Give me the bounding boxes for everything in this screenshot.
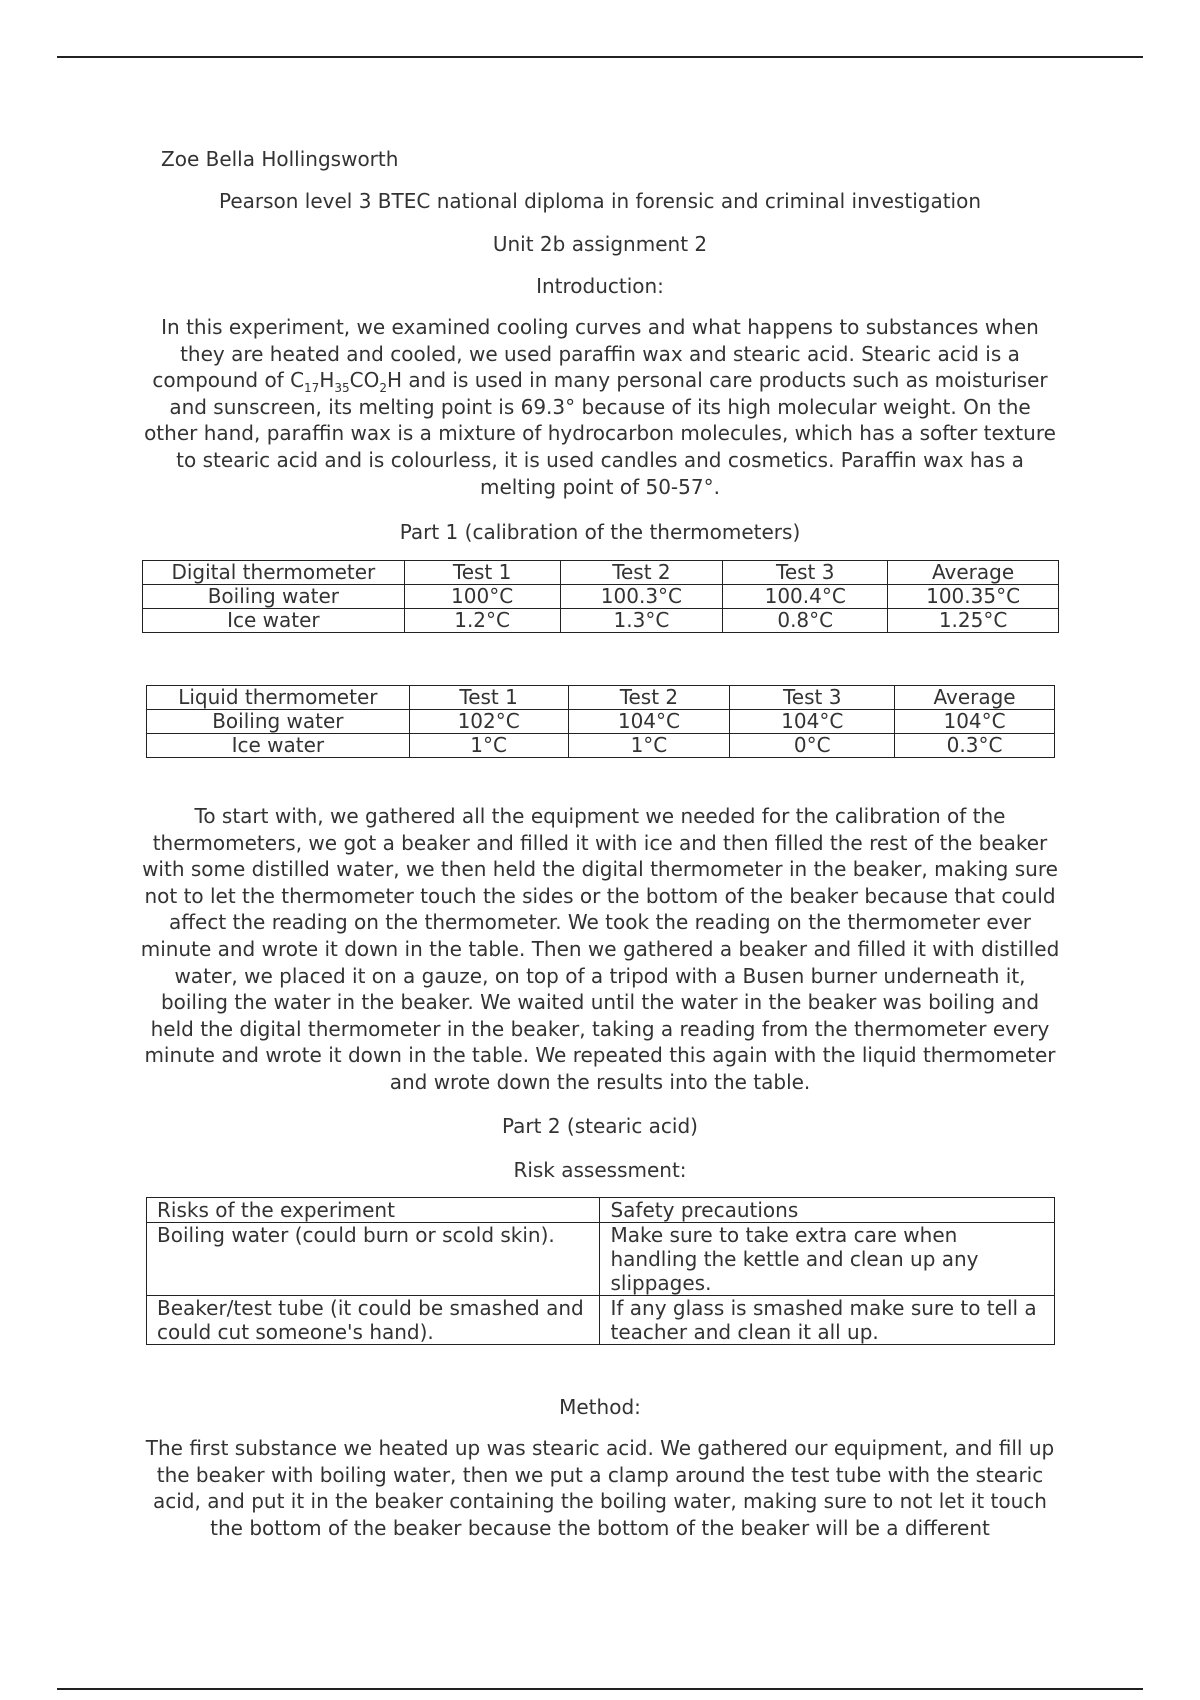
table-header-cell: Average [895, 686, 1055, 710]
liquid-thermometer-table [146, 685, 1055, 758]
table-header-row [143, 561, 1059, 585]
table-header-cell: Digital thermometer [143, 561, 405, 585]
table-cell: 1.25°C [888, 609, 1059, 633]
table-cell: Make sure to take extra care when handling the kettle and clean up any slippages. [600, 1223, 1055, 1296]
table-row [147, 710, 1055, 734]
intro-heading: Introduction: [536, 274, 664, 298]
table-cell: 100.3°C [560, 585, 723, 609]
table-header-cell: Test 3 [730, 686, 895, 710]
digital-thermometer-table [142, 560, 1059, 633]
course-title: Pearson level 3 BTEC national diploma in forensic and criminal investigation [218, 189, 982, 213]
table-row [147, 1223, 1055, 1296]
table-header-cell: Safety precautions [600, 1198, 1055, 1223]
table-row [143, 585, 1059, 609]
table-cell: Ice water [147, 734, 410, 758]
table-header-row [147, 1198, 1055, 1223]
table-cell: 0.3°C [895, 734, 1055, 758]
bottom-rule [57, 1688, 1143, 1690]
table-header-cell: Test 3 [723, 561, 888, 585]
table-cell: 1°C [568, 734, 730, 758]
table-cell: 0°C [730, 734, 895, 758]
table-row [143, 609, 1059, 633]
table-header-cell: Test 1 [404, 561, 560, 585]
table-cell: If any glass is smashed make sure to tell a teacher and clean it all up. [600, 1296, 1055, 1345]
table-cell: 100°C [404, 585, 560, 609]
table-cell: 104°C [568, 710, 730, 734]
unit-title: Unit 2b assignment 2 [492, 232, 708, 256]
table-cell: 1.3°C [560, 609, 723, 633]
table-cell: Ice water [143, 609, 405, 633]
method-heading: Method: [559, 1395, 641, 1419]
table-header-cell: Risks of the experiment [147, 1198, 600, 1223]
table-header-row [147, 686, 1055, 710]
risk-assessment-heading: Risk assessment: [513, 1158, 687, 1182]
intro-paragraph: In this experiment, we examined cooling curves and what happens to substances when they are heated and cooled, we used paraffin wax and stearic acid. Stearic acid is a compound of $C_{17}H_{35}CO_2H$ and is used in many personal care products such as moisturiser and sunscreen, its melting point is 69.3° because of its high molecular weight. On the other hand, paraffin wax is a mixture of hydrocarbon molecules, which has a softer texture to stearic acid and is colourless, it is used candles and cosmetics. Paraffin wax has a melting point of 50-57°. [144, 315, 1056, 499]
table-header-cell: Test 2 [560, 561, 723, 585]
table-header-cell: Test 2 [568, 686, 730, 710]
table-cell: 1.2°C [404, 609, 560, 633]
table-cell: 102°C [409, 710, 568, 734]
table-cell: 100.35°C [888, 585, 1059, 609]
table-row [147, 734, 1055, 758]
table-cell: 1°C [409, 734, 568, 758]
table-header-cell: Liquid thermometer [147, 686, 410, 710]
table-header-cell: Test 1 [409, 686, 568, 710]
table-cell: 100.4°C [723, 585, 888, 609]
method-paragraph: The first substance we heated up was stearic acid. We gathered our equipment, and fill up the beaker with boiling water, then we put a clamp around the test tube with the stearic acid, and put it in the beaker containing the boiling water, making sure to not let it touch the bottom of the beaker because the bottom of the beaker will be a different [145, 1436, 1055, 1540]
table-cell: 104°C [730, 710, 895, 734]
table-cell: 0.8°C [723, 609, 888, 633]
table-header-cell: Average [888, 561, 1059, 585]
table-cell: Boiling water (could burn or scold skin). [147, 1223, 600, 1296]
table-cell: Boiling water [143, 585, 405, 609]
top-rule [57, 56, 1143, 58]
table-cell: Beaker/test tube (it could be smashed and could cut someone's hand). [147, 1296, 600, 1345]
table-cell: Boiling water [147, 710, 410, 734]
table-cell: 104°C [895, 710, 1055, 734]
author-name: Zoe Bella Hollingsworth [161, 147, 399, 171]
calibration-procedure-paragraph: To start with, we gathered all the equipment we needed for the calibration of the thermometers, we got a beaker and filled it with ice and then filled the rest of the beaker with some distilled water, we then held the digital thermometer in the beaker, making sure not to let the thermometer touch the sides or the bottom of the beaker because that could affect the reading on the thermometer. We took the reading on the thermometer ever minute and wrote it down in the table. Then we gathered a beaker and filled it with distilled water, we placed it on a gauze, on top of a tripod with a Busen burner underneath it, boiling the water in the beaker. We waited until the water in the beaker was boiling and held the digital thermometer in the beaker, taking a reading from the thermometer every minute and wrote it down in the table. We repeated this again with the liquid thermometer and wrote down the results into the table. [140, 804, 1060, 1094]
risk-assessment-table [146, 1197, 1055, 1345]
part1-heading: Part 1 (calibration of the thermometers) [399, 520, 801, 544]
table-row [147, 1296, 1055, 1345]
part2-heading: Part 2 (stearic acid) [502, 1114, 698, 1138]
